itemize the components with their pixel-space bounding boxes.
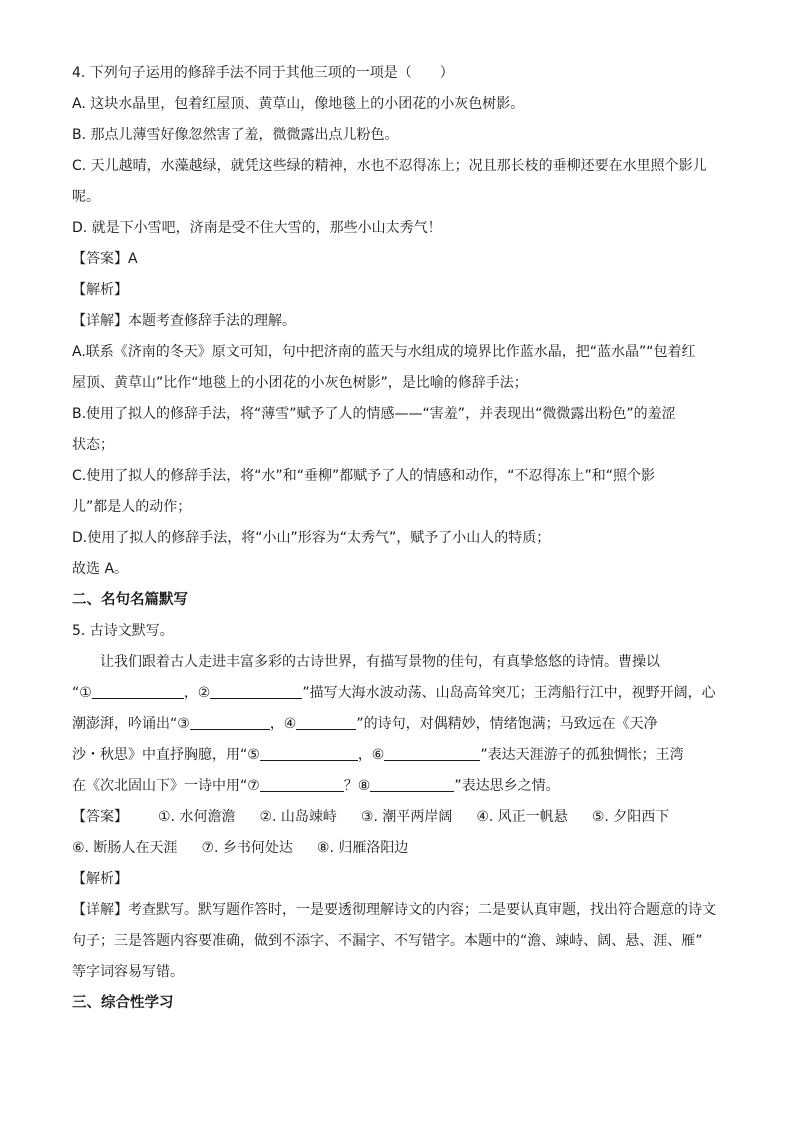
document-page — [72, 62, 722, 1014]
q5-blank-8 — [370, 776, 454, 792]
q5-paragraph-line4 — [72, 744, 722, 766]
q5-blank-6-label: ，⑥ — [357, 747, 385, 763]
q4-explanation-d: D.使用了拟人的修辞手法，将“小山”形容为“太秀气”，赋予了小山人的特质； — [72, 530, 551, 546]
q4-explanation-b-line1: B.使用了拟人的修辞手法，将“薄雪”赋予了人的情感——“害羞”，并表现出“微微露出粉色”的羞涩 — [72, 406, 676, 422]
q4-explanation-c-line1: C.使用了拟人的修辞手法，将“水”和“垂柳”都赋予了人的情感和动作，“不忍得冻上”和“照个影 — [72, 468, 655, 484]
q5-answer-2: ②. 山岛竦峙 — [259, 809, 337, 825]
q4-option-a: A. 这块水晶里，包着红屋顶、黄草山，像地毯上的小团花的小灰色树影。 — [72, 96, 525, 112]
q5-line2-tail: ”描写大海水波动荡、山岛高耸突兀；王湾船行江中，视野开阔，心 — [302, 685, 716, 701]
q5-blank-7 — [260, 776, 344, 792]
q4-stem: 4. 下列句子运用的修辞手法不同于其他三项的一项是（ ） — [72, 65, 454, 81]
q5-answer-1: ①. 水何澹澹 — [158, 809, 236, 825]
q5-detail-line3: 等字词容易写错。 — [72, 964, 184, 980]
q5-answer-7: ⑦. 乡书何处达 — [201, 840, 293, 856]
q5-line5-tail: ”表达思乡之情。 — [454, 778, 560, 794]
q5-stem: 5. 古诗文默写。 — [72, 623, 174, 639]
q5-blank-4-label: ，④ — [269, 716, 297, 732]
q5-answer-3: ③. 潮平两岸阔 — [360, 809, 453, 825]
q4-option-b: B. 那点儿薄雪好像忽然害了羞，微微露出点儿粉色。 — [72, 127, 399, 143]
section-3-heading: 三、综合性学习 — [72, 995, 174, 1011]
q4-option-c-line2: 呢。 — [72, 189, 100, 205]
q5-paragraph-line5 — [72, 775, 722, 797]
q5-blank-6 — [384, 745, 480, 761]
q5-paragraph-line1: 让我们跟着古人走进丰富多彩的古诗世界，有描写景物的佳句，有真挚悠悠的诗情。曹操以 — [100, 654, 660, 670]
q4-option-c-line1: C. 天儿越晴，水藻越绿，就凭这些绿的精神，水也不忍得冻上；况且那长枝的垂柳还要在水里照个影儿 — [72, 158, 707, 174]
q4-explanation-a-line1: A.联系《济南的冬天》原文可知，句中把济南的蓝天与水组成的境界比作蓝水晶，把“蓝水晶”“包着红 — [72, 344, 696, 360]
q5-blank-4 — [296, 714, 356, 730]
q4-detail: 【详解】本题考查修辞手法的理解。 — [72, 313, 296, 329]
q5-blank-2-label: ，② — [183, 685, 211, 701]
q5-blank-5 — [260, 745, 358, 761]
q5-line3-tail: ”的诗句，对偶精妙，情绪饱满；马致远在《天净 — [356, 716, 658, 732]
q5-detail-line2: 句子；三是答题内容要准确，做到不添字、不漏字、不写错字。本题中的“澹、竦峙、阔、悬、涯、雁” — [72, 933, 703, 949]
section-2-heading: 二、名句名篇默写 — [72, 592, 188, 608]
q5-answer-4: ④. 风正一帆悬 — [476, 809, 568, 825]
q5-answer-row1 — [72, 806, 722, 828]
q5-answer-row2 — [72, 837, 722, 859]
q5-answer-label: 【答案】 — [72, 809, 128, 825]
q5-answer-6: ⑥. 断肠人在天涯 — [72, 840, 178, 856]
q5-line3-head: 潮澎湃，吟诵出“③ — [72, 716, 190, 732]
q4-explanation-b-line2: 状态； — [72, 437, 114, 453]
q4-analysis-label: 【解析】 — [72, 282, 128, 298]
q5-blank-8-label: ？⑧ — [343, 778, 371, 794]
q4-conclusion: 故选 A。 — [72, 561, 129, 577]
q5-answer-8: ⑧. 归雁洛阳边 — [316, 840, 409, 856]
q5-blank-3 — [190, 714, 270, 730]
q4-explanation-c-line2: 儿”都是人的动作； — [72, 499, 192, 515]
q5-blank-1 — [92, 683, 184, 699]
q5-line4-tail: ”表达天涯游子的孤独惆怅；王湾 — [480, 747, 684, 763]
q5-paragraph-line3 — [72, 713, 722, 735]
q5-paragraph-line2 — [72, 682, 722, 704]
q5-line4-head: 沙・秋思》中直抒胸臆，用“⑤ — [72, 747, 260, 763]
q5-line5-head: 在《次北固山下》一诗中用“⑦ — [72, 778, 260, 794]
q5-detail-line1: 【详解】考查默写。默写题作答时，一是要透彻理解诗文的内容；二是要认真审题，找出符合题意的诗文 — [72, 902, 716, 918]
q5-analysis-label: 【解析】 — [72, 871, 128, 887]
q4-option-d: D. 就是下小雪吧，济南是受不住大雪的，那些小山太秀气！ — [72, 220, 442, 236]
q5-blank-2 — [210, 683, 302, 699]
q4-answer: 【答案】A — [72, 251, 138, 267]
q5-blank-1-label: “① — [72, 685, 92, 701]
q4-explanation-a-line2: 屋顶、黄草山”比作“地毯上的小团花的小灰色树影”，是比喻的修辞手法； — [72, 375, 528, 391]
q5-answer-5: ⑤. 夕阳西下 — [591, 809, 670, 825]
